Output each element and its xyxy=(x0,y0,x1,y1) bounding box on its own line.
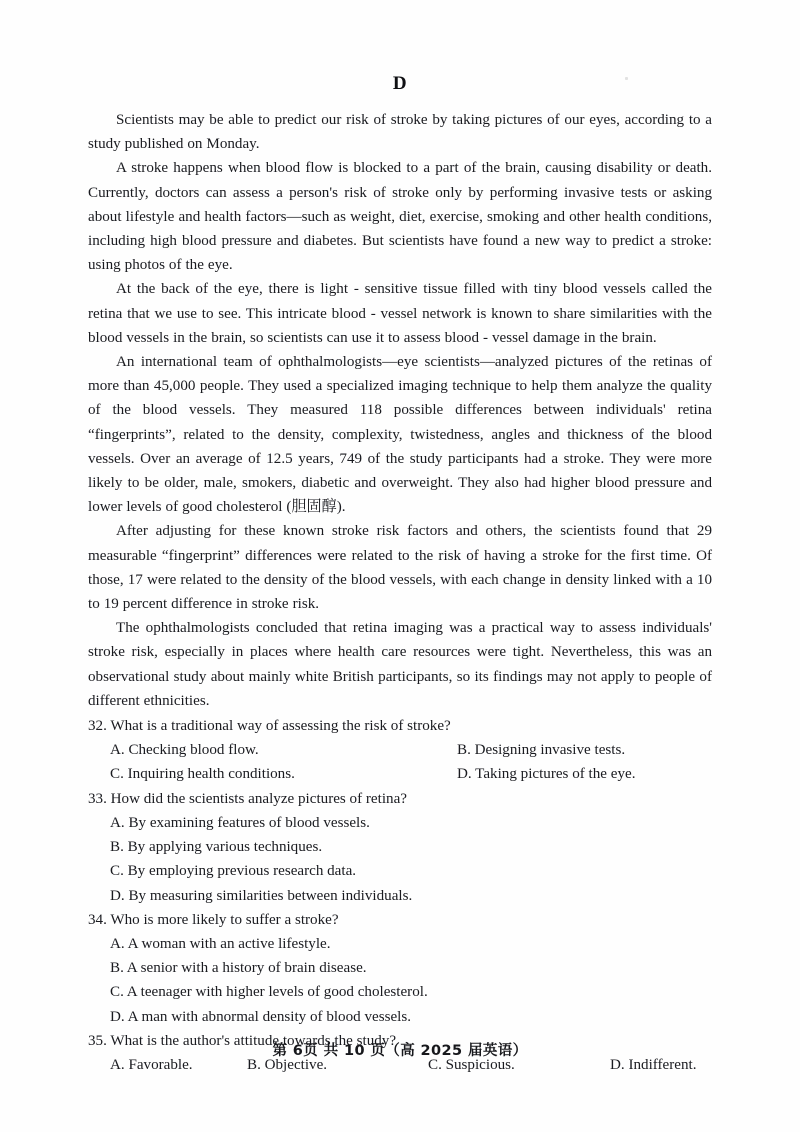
question-options xyxy=(88,738,712,786)
option-d[interactable]: D. Indifferent. xyxy=(610,1056,697,1073)
question-stem: 32. What is a traditional way of assessing the risk of stroke? xyxy=(88,718,451,735)
option-a[interactable]: A. A woman with an active lifestyle. xyxy=(110,935,331,952)
question-stem: 34. Who is more likely to suffer a stroke? xyxy=(88,911,339,928)
option-b[interactable]: B. Objective. xyxy=(247,1056,328,1073)
passage-paragraph: At the back of the eye, there is light - sensitive tissue filled with tiny blood vessels called the retina that we use to see. This intricate blood - vessel network is known to share similarities with the blood vessels in the brain, so scientists can use it to assess blood - vessel damage in the brain. xyxy=(88,281,712,346)
option-c[interactable]: C. Suspicious. xyxy=(428,1056,515,1073)
page-footer: 第 6页 共 10 页（高 2025 届英语） xyxy=(272,1043,528,1059)
option-d[interactable]: D. A man with abnormal density of blood vessels. xyxy=(110,1008,412,1025)
page-content xyxy=(88,72,712,1077)
passage-paragraph: The ophthalmologists concluded that retina imaging was a practical way to assess individuals' stroke risk, especially in places where health care resources were tight. Nevertheless, this was an observational study about mainly white British participants, so its findings may not apply to people of different ethnicities. xyxy=(88,620,712,709)
option-c[interactable]: C. By employing previous research data. xyxy=(110,863,357,880)
option-a[interactable]: A. Checking blood flow. xyxy=(110,742,259,759)
question-stem: 35. What is the author's attitude towards the study? xyxy=(88,1032,397,1049)
option-b[interactable]: B. A senior with a history of brain disease. xyxy=(110,960,367,977)
question-options xyxy=(88,932,712,1029)
option-c[interactable]: C. A teenager with higher levels of good cholesterol. xyxy=(110,984,428,1001)
option-d[interactable]: D. Taking pictures of the eye. xyxy=(457,766,636,783)
passage-body xyxy=(88,108,712,713)
passage-paragraph: Scientists may be able to predict our risk of stroke by taking pictures of our eyes, according to a study published on Monday. xyxy=(88,112,712,153)
option-a[interactable]: A. By examining features of blood vessels. xyxy=(110,814,370,831)
passage-heading: D xyxy=(392,73,408,94)
passage-paragraph: A stroke happens when blood flow is blocked to a part of the brain, causing disability or death. Currently, doctors can assess a person's risk of stroke only by performing invasive tests or asking about lifestyle and health factors—such as weight, diet, exercise, smoking and other health conditions, including high blood pressure and diabetes. But scientists have found a new way to predict a stroke: using photos of the eye. xyxy=(88,160,712,274)
option-a[interactable]: A. Favorable. xyxy=(110,1056,193,1073)
question-options xyxy=(88,811,712,908)
question-item xyxy=(88,908,712,1029)
option-b[interactable]: B. By applying various techniques. xyxy=(110,839,323,856)
option-d[interactable]: D. By measuring similarities between individuals. xyxy=(110,887,413,904)
question-item xyxy=(88,787,712,908)
question-stem: 33. How did the scientists analyze pictures of retina? xyxy=(88,790,407,807)
option-c[interactable]: C. Inquiring health conditions. xyxy=(110,766,295,783)
passage-paragraph: An international team of ophthalmologists—eye scientists—analyzed pictures of the retinas of more than 45,000 people. They used a specialized imaging technique to help them analyze the quality of the blood vessels. They measured 118 possible differences between individuals' retina “fingerprints”, related to the density, complexity, twistedness, angles and thickness of the blood vessels. Over an average of 12.5 years, 749 of the study participants had a stroke. They were more likely to be older, male, smokers, diabetic and overweight. They also had higher blood pressure and lower levels of good cholesterol (胆固醇). xyxy=(88,354,712,516)
option-b[interactable]: B. Designing invasive tests. xyxy=(457,742,626,759)
questions-section xyxy=(88,714,712,1077)
question-item xyxy=(88,714,712,787)
passage-paragraph: After adjusting for these known stroke risk factors and others, the scientists found that 29 measurable “fingerprint” differences were related to the risk of having a stroke for the first time. Of those, 17 were related to the density of the blood vessels, with each change in density linked with a 10 to 19 percent difference in stroke risk. xyxy=(88,523,712,613)
